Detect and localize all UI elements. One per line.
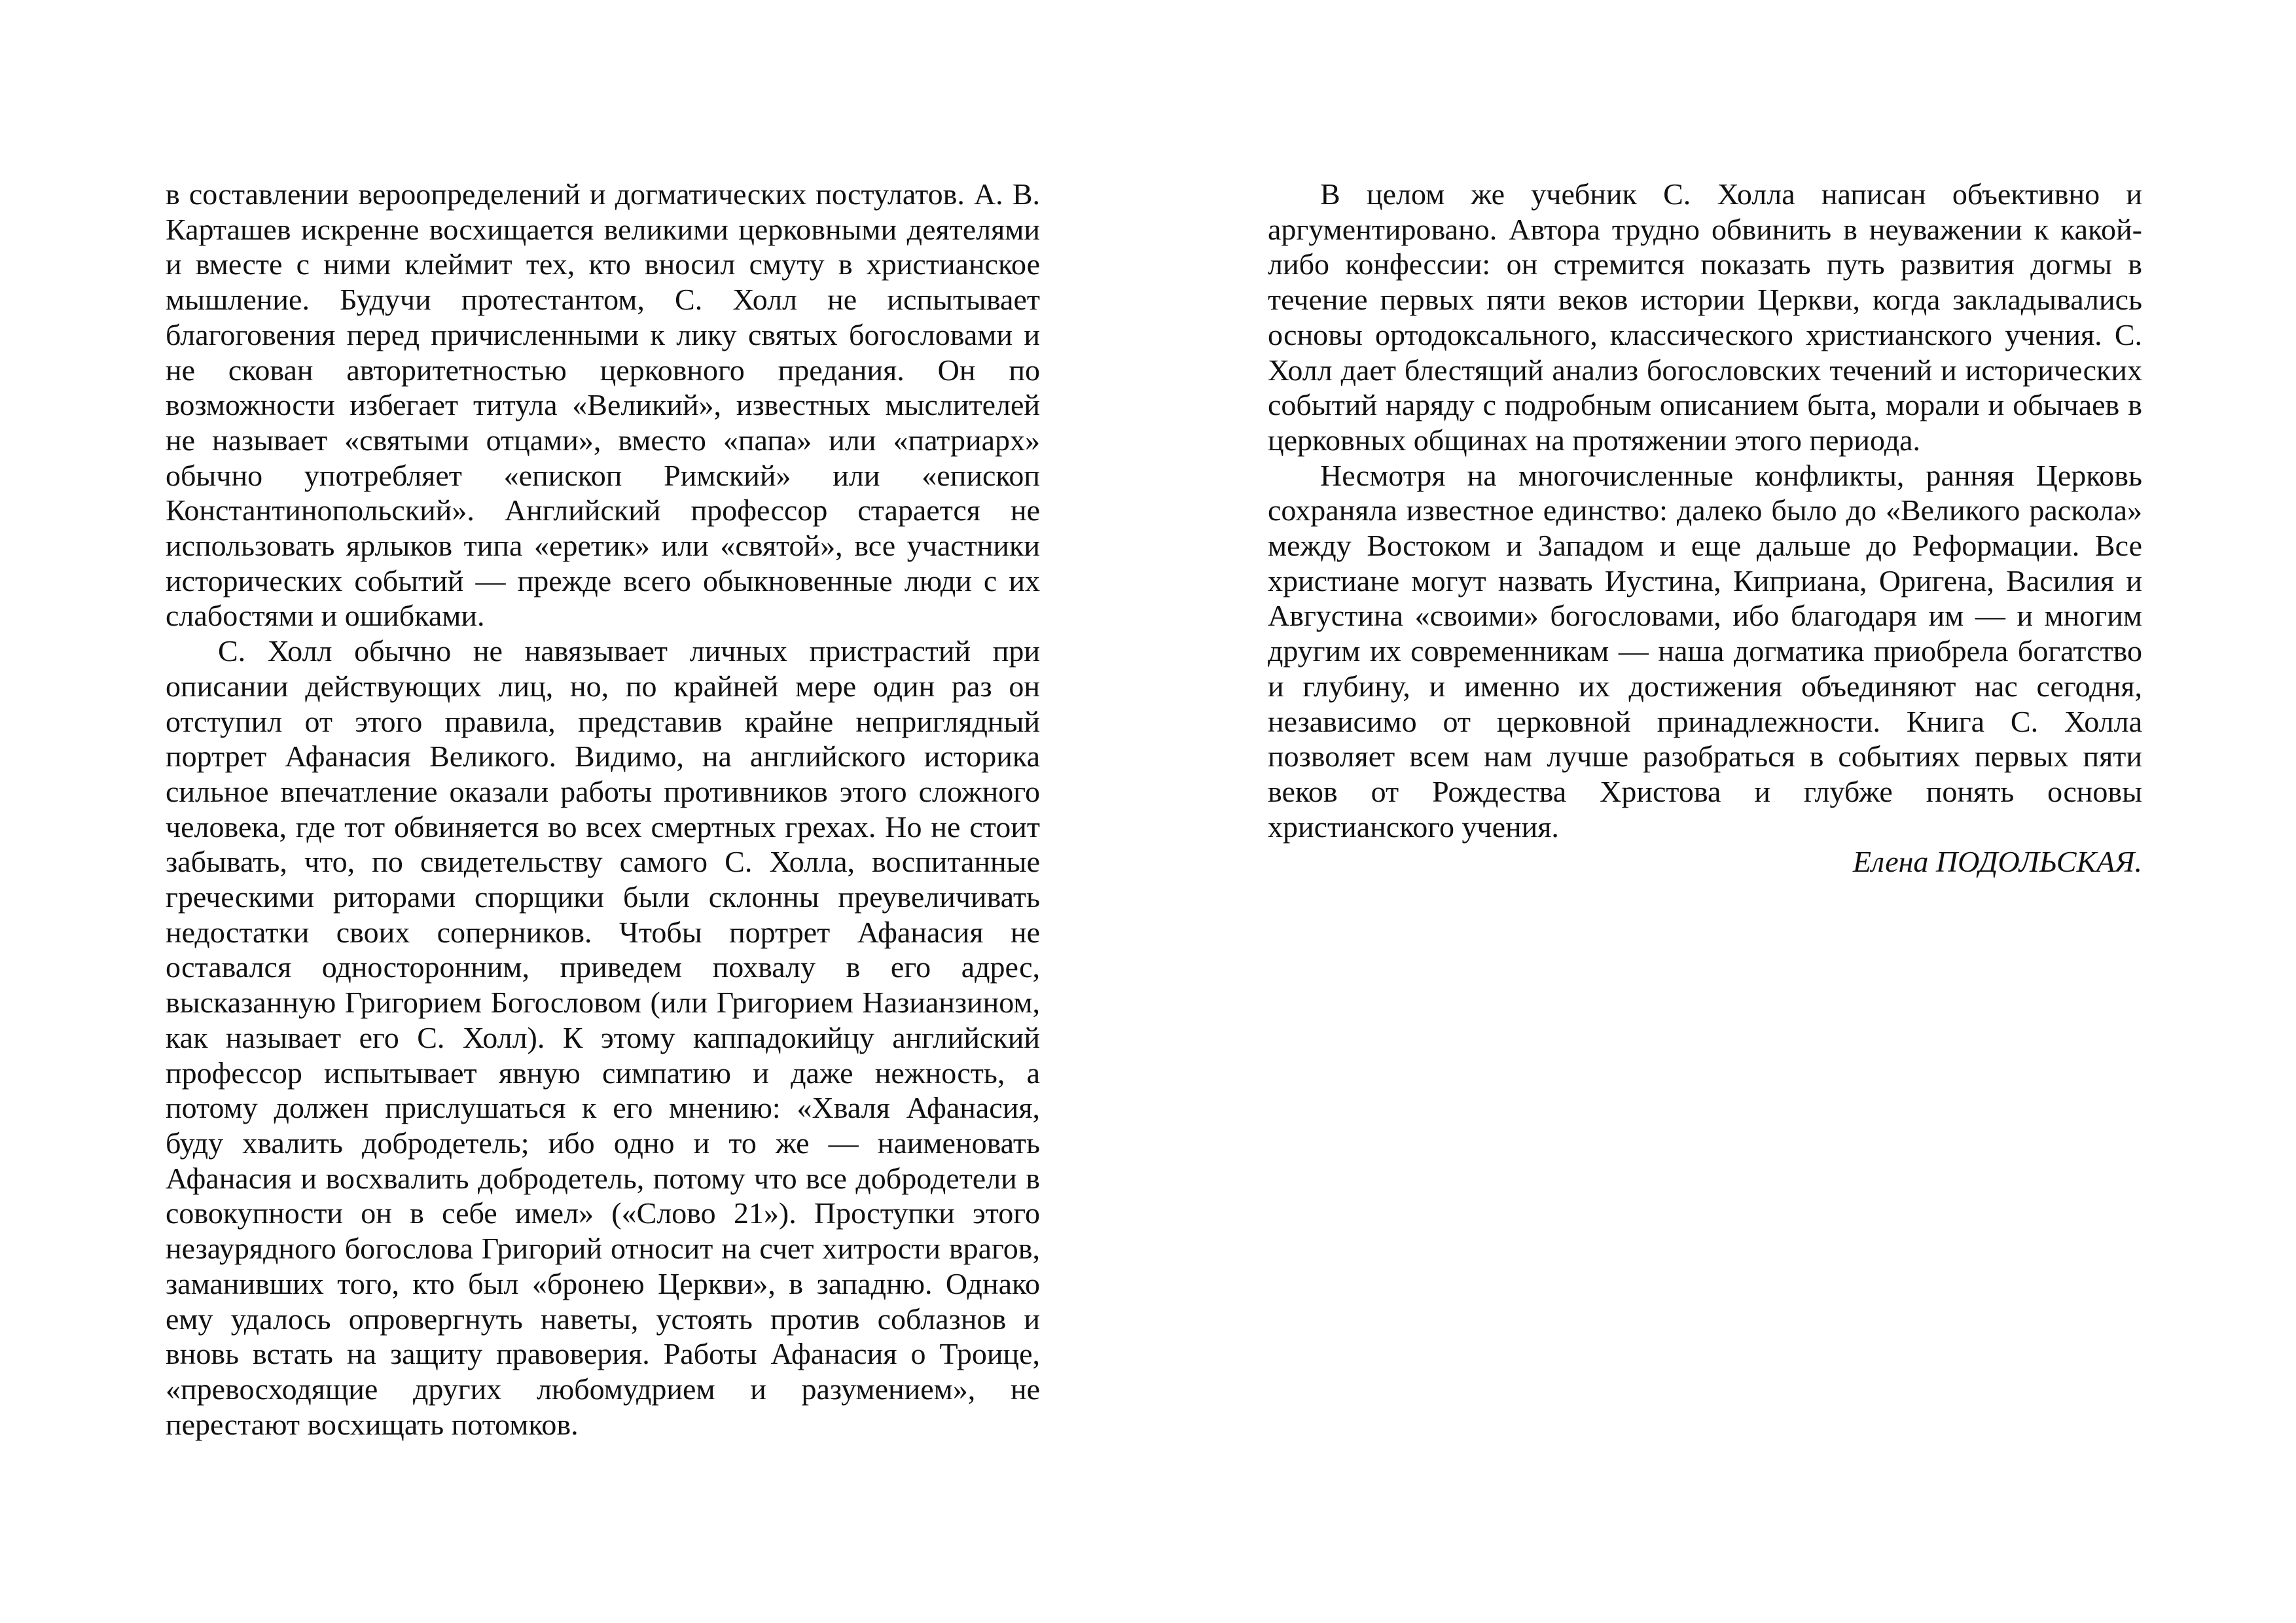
author-signature: Елена ПОДОЛЬСКАЯ. bbox=[1852, 845, 2142, 879]
left-page-text bbox=[166, 177, 1040, 1442]
left-paragraph-2: С. Холл обычно не навязывает личных пристрастий при описании действующих лиц, но, по крайней мере один раз он отступил от этого правила, представив крайне неприглядный портрет Афанасия Великого. Видимо, на английского историка сильное впечатление оказали работы противников этого сложного человека, где тот обвиняется во всех смертных грехах. Но не стоит забывать, что, по свидетельству самого С. Холла, воспитанные греческими риторами спорщики были склонны преувеличивать недостатки своих соперников. Чтобы портрет Афанасия не оставался односторонним, приведем похвалу в его адрес, высказанную Григорием Богословом (или Григорием Назианзином, как называет его С. Холл). К этому каппадокийцу английский профессор испытывает явную симпатию и даже нежность, а потому должен прислушаться к его мнению: «Хваля Афанасия, буду хвалить добродетель; ибо одно и то же — наименовать Афанасия и восхвалить добродетель, потому что все добродетели в совокупности он в себе имел» («Слово 21»). Проступки этого незаурядного богослова Григорий относит на счет хитрости врагов, заманивших того, кто был «бронею Церкви», в западню. Однако ему удалось опровергнуть наветы, устоять против соблазнов и вновь встать на защиту правоверия. Работы Афанасия о Троице, «превосходящие других любомудрием и разумением», не перестают восхищать потомков. bbox=[166, 634, 1040, 1441]
right-page bbox=[1148, 0, 2296, 1623]
left-paragraph-1: в составлении вероопределений и догматических постулатов. А. В. Карташев искренне восхищается великими церковными деятелями и вместе с ними клеймит тех, кто вносил смуту в христианское мышление. Будучи протестантом, С. Холл не испытывает благоговения перед причисленными к лику святых богословами и не скован авторитетностью церковного предания. Он по возможности избегает титула «Великий», известных мыслителей не называет «святыми отцами», вместо «папа» или «патриарх» обычно употребляет «епископ Римский» или «епископ Константинопольский». Английский профессор старается не использовать ярлыков типа «еретик» или «святой», все участники исторических событий — прежде всего обыкновенные люди с их слабостями и ошибками. bbox=[166, 177, 1040, 633]
right-paragraph-1: В целом же учебник С. Холла написан объективно и аргументировано. Автора трудно обвинить в неуважении к какой-либо конфессии: он стремится показать путь развития догмы в течение первых пяти веков истории Церкви, когда закладывались основы ортодоксального, классического христианского учения. С. Холл дает блестящий анализ богословских течений и исторических событий наряду с подробным описанием быта, морали и обычаев в церковных общинах на протяжении этого периода. bbox=[1268, 177, 2142, 457]
right-page-text bbox=[1268, 177, 2142, 880]
right-paragraph-2: Несмотря на многочисленные конфликты, ранняя Церковь сохраняла известное единство: далеко было до «Великого раскола» между Востоком и Западом и еще дальше до Реформации. Все христиане могут назвать Иустина, Киприана, Оригена, Василия и Августина «своими» богословами, ибо благодаря им — и многим другим их современникам — наша догматика приобрела богатство и глубину, и именно их достижения объединяют нас сегодня, независимо от церковной принадлежности. Книга С. Холла позволяет всем нам лучше разобраться в событиях первых пяти веков от Рождества Христова и глубже понять основы христианского учения. bbox=[1268, 458, 2142, 844]
